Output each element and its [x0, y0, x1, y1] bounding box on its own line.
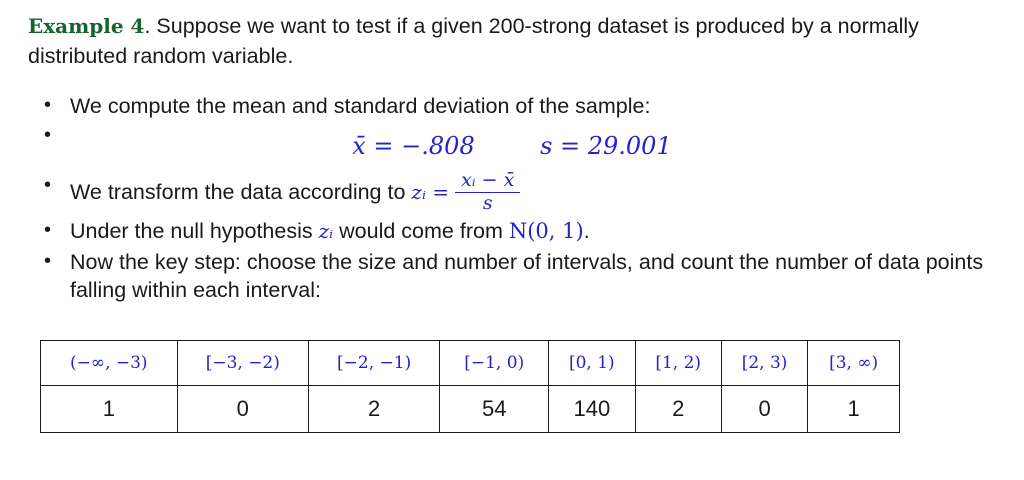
- transform-lhs: zᵢ =: [411, 180, 450, 205]
- count-cell: 54: [440, 386, 549, 433]
- count-cell: 1: [808, 386, 900, 433]
- transform-fraction: [455, 171, 520, 214]
- null-hypothesis-middle-text: would come from: [339, 219, 503, 244]
- sample-sd-value: s = 29.001: [540, 132, 672, 160]
- interval-header-cell: [1, 2): [635, 341, 721, 386]
- count-cell: 0: [721, 386, 807, 433]
- count-cell: 2: [635, 386, 721, 433]
- bullet-transform: [36, 169, 996, 215]
- bullet-intervals-label: Now the key step: choose the size and number of intervals, and count the number of data points falling within each interval:: [70, 249, 984, 303]
- example-label: Example 4: [28, 14, 145, 38]
- bullet-null-hypothesis: [36, 217, 996, 246]
- interval-header-cell: [−1, 0): [440, 341, 549, 386]
- interval-header-cell: [2, 3): [721, 341, 807, 386]
- interval-header-cell: [−3, −2): [177, 341, 308, 386]
- intro-paragraph: [28, 12, 988, 71]
- count-cell: 0: [177, 386, 308, 433]
- table-row-intervals: [41, 341, 900, 386]
- intro-text: . Suppose we want to test if a given 200-strong dataset is produced by a normally distributed random variable.: [28, 14, 919, 68]
- bullet-list: [36, 92, 996, 307]
- count-cell: 140: [549, 386, 635, 433]
- interval-counts-table: [40, 340, 900, 433]
- transform-numerator: xᵢ − x̄: [461, 169, 515, 192]
- interval-header-cell: [0, 1): [549, 341, 635, 386]
- table-row-counts: [41, 386, 900, 433]
- sample-statistics-line: [0, 132, 1024, 161]
- transform-denominator: s: [455, 192, 520, 214]
- interval-header-cell: [3, ∞): [808, 341, 900, 386]
- bullet-transform-label: We transform the data according to: [70, 180, 406, 205]
- null-hypothesis-variable: zᵢ: [318, 219, 334, 244]
- null-hypothesis-period: .: [583, 219, 590, 244]
- bullet-compute-stats: [36, 92, 996, 120]
- null-hypothesis-distribution: N(0, 1): [508, 219, 584, 244]
- bullet-null-hypothesis-label: Under the null hypothesis: [70, 219, 313, 244]
- bullet-intervals: [36, 248, 996, 305]
- interval-header-cell: [−2, −1): [308, 341, 439, 386]
- interval-header-cell: (−∞, −3): [41, 341, 178, 386]
- bullet-compute-stats-label: We compute the mean and standard deviation of the sample:: [70, 94, 651, 118]
- count-cell: 1: [41, 386, 178, 433]
- count-cell: 2: [308, 386, 439, 433]
- sample-mean-value: x̄ = −.808: [352, 132, 475, 160]
